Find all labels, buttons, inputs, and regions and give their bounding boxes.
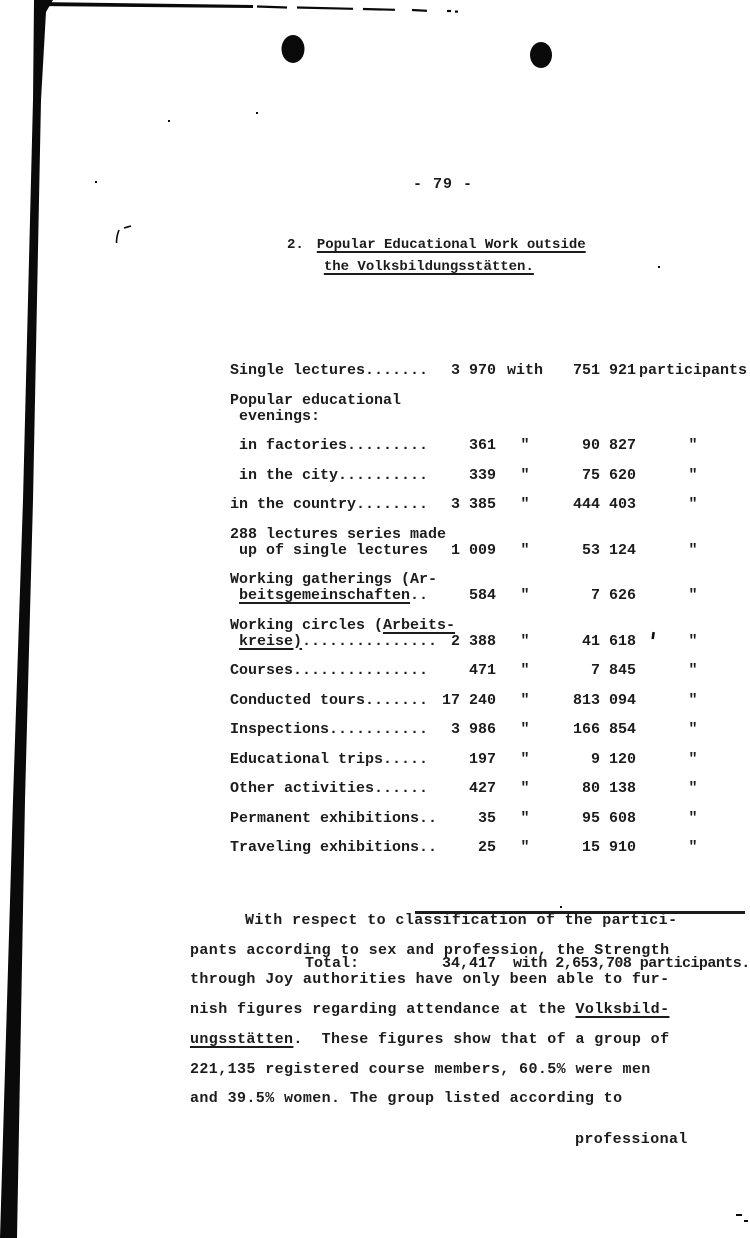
table-row — [230, 781, 750, 797]
table-row — [230, 438, 750, 454]
total-label: Total: — [305, 954, 360, 972]
section-title-line2: the Volksbildungsstätten. — [323, 259, 534, 275]
table-row — [230, 663, 750, 679]
scan-edge-left-bar — [0, 0, 53, 1238]
row-label: Popular educational evenings: — [230, 391, 402, 425]
table-row — [230, 468, 750, 484]
row-label: Courses............... — [230, 662, 429, 679]
table-row — [230, 363, 750, 379]
row-count: 17 240 — [441, 691, 496, 709]
paragraph-line: and 39.5% women. The group listed according to — [190, 1090, 623, 1108]
row-participants: 813 094 — [572, 691, 636, 709]
row-participants-ditto: " — [688, 662, 698, 679]
row-participants: 41 618 — [581, 632, 636, 650]
row-participants: 90 827 — [581, 437, 636, 454]
row-count: 197 — [468, 750, 496, 768]
row-participants: 15 910 — [581, 839, 636, 856]
row-label: Educational trips..... — [230, 750, 429, 768]
row-participants-ditto: " — [688, 809, 698, 827]
total-participants: with 2,653,708 participants. — [513, 954, 750, 972]
row-participants-ditto: participants — [638, 362, 748, 379]
table-row — [230, 527, 750, 559]
paragraph-line: nish figures regarding attendance at the Volksbild- — [190, 1001, 670, 1019]
row-with-ditto: " — [520, 466, 530, 484]
hole-punch-dot-right — [530, 42, 552, 68]
row-participants-ditto: " — [688, 541, 698, 559]
row-participants-ditto: " — [688, 839, 698, 856]
statistics-table — [230, 331, 750, 1004]
row-participants-ditto: " — [688, 691, 698, 709]
table-row — [230, 752, 750, 768]
row-participants: 80 138 — [581, 780, 636, 797]
table-row — [230, 393, 750, 425]
catchword: professional — [575, 1131, 688, 1148]
row-label: in the city.......... — [230, 466, 429, 484]
table-rows — [230, 363, 750, 856]
row-with-ditto: " — [520, 496, 530, 513]
table-row — [230, 572, 750, 604]
row-with-ditto: " — [520, 437, 530, 454]
scan-top-line-dashes — [257, 7, 458, 12]
row-count: 339 — [468, 466, 496, 484]
paragraph-line: 221,135 registered course members, 60.5% were men — [190, 1060, 651, 1078]
row-participants: 53 124 — [581, 541, 636, 559]
row-label: Permanent exhibitions.. — [230, 809, 438, 827]
row-with-ditto: with — [506, 362, 543, 379]
row-with-ditto: " — [520, 632, 530, 650]
section-title-line1: Popular Educational Work outside — [316, 237, 586, 253]
table-row — [230, 497, 750, 513]
row-participants-ditto: " — [688, 587, 698, 604]
row-count: 35 — [477, 809, 496, 827]
row-participants-ditto: " — [688, 780, 698, 797]
row-label: Single lectures....... — [230, 362, 429, 379]
body-paragraph — [190, 906, 695, 1114]
pen-mark — [117, 226, 132, 243]
row-participants-ditto: " — [688, 750, 698, 768]
row-label: Inspections........... — [230, 721, 429, 738]
row-participants: 95 608 — [581, 809, 636, 827]
row-label: in factories......... — [230, 437, 429, 454]
row-with-ditto: " — [520, 662, 530, 679]
row-participants-ditto: " — [688, 496, 698, 513]
row-label: 288 lectures series made up of single lectures — [230, 525, 447, 559]
paragraph-line: through Joy authorities have only been able to fur- — [190, 971, 670, 989]
row-count: 584 — [468, 587, 496, 604]
row-participants: 75 620 — [581, 466, 636, 484]
paragraph-line: With respect to classification of the partici- — [245, 912, 678, 929]
row-count: 3 986 — [450, 721, 496, 738]
row-count: 3 385 — [450, 496, 496, 513]
table-row — [230, 618, 750, 650]
paragraph-line: pants according to sex and profession, the Strength — [190, 941, 670, 959]
row-count: 427 — [468, 780, 496, 797]
row-with-ditto: " — [520, 809, 530, 827]
row-participants: 9 120 — [590, 750, 636, 768]
row-count: 3 970 — [450, 362, 496, 379]
row-with-ditto: " — [520, 721, 530, 738]
scan-top-line — [36, 2, 253, 8]
row-count: 25 — [477, 839, 496, 856]
row-participants-ditto: " — [688, 721, 698, 738]
section-number: 2. — [287, 237, 304, 253]
row-participants-ditto: " — [688, 466, 698, 484]
row-participants: 7 626 — [590, 587, 636, 604]
paragraph-line: ungsstätten. These figures show that of a group of — [190, 1030, 670, 1048]
row-with-ditto: " — [520, 839, 530, 856]
row-count: 1 009 — [450, 541, 496, 559]
row-count: 361 — [468, 437, 496, 454]
row-participants: 166 854 — [572, 721, 636, 738]
page-number: - 79 - — [413, 176, 474, 193]
table-row — [230, 722, 750, 738]
row-participants-ditto: " — [688, 437, 698, 454]
table-row — [230, 693, 750, 709]
row-participants: 7 845 — [590, 662, 636, 679]
row-label: Working gatherings (Ar- beitsgemeinschaften.. — [230, 571, 438, 604]
row-label: Working circles (Arbeits- kreise)............... — [230, 616, 456, 650]
table-row — [230, 840, 750, 856]
row-with-ditto: " — [520, 541, 530, 559]
table-row — [230, 811, 750, 827]
row-label: in the country........ — [230, 496, 429, 513]
row-label: Other activities...... — [230, 780, 429, 797]
row-participants: 751 921 — [572, 362, 636, 379]
row-with-ditto: " — [520, 691, 530, 709]
row-label: Conducted tours....... — [230, 691, 429, 709]
row-participants: 444 403 — [572, 496, 636, 513]
section-heading — [287, 234, 586, 278]
row-with-ditto: " — [520, 587, 530, 604]
hole-punch-dot-left — [282, 35, 305, 63]
row-label: Traveling exhibitions.. — [230, 839, 438, 856]
row-with-ditto: " — [520, 780, 530, 797]
section-title — [317, 234, 586, 278]
row-participants-ditto: " — [688, 632, 698, 650]
total-count: 34,417 — [441, 954, 496, 972]
row-count: 2 388 — [450, 632, 496, 650]
row-count: 471 — [468, 662, 496, 679]
row-with-ditto: " — [520, 750, 530, 768]
